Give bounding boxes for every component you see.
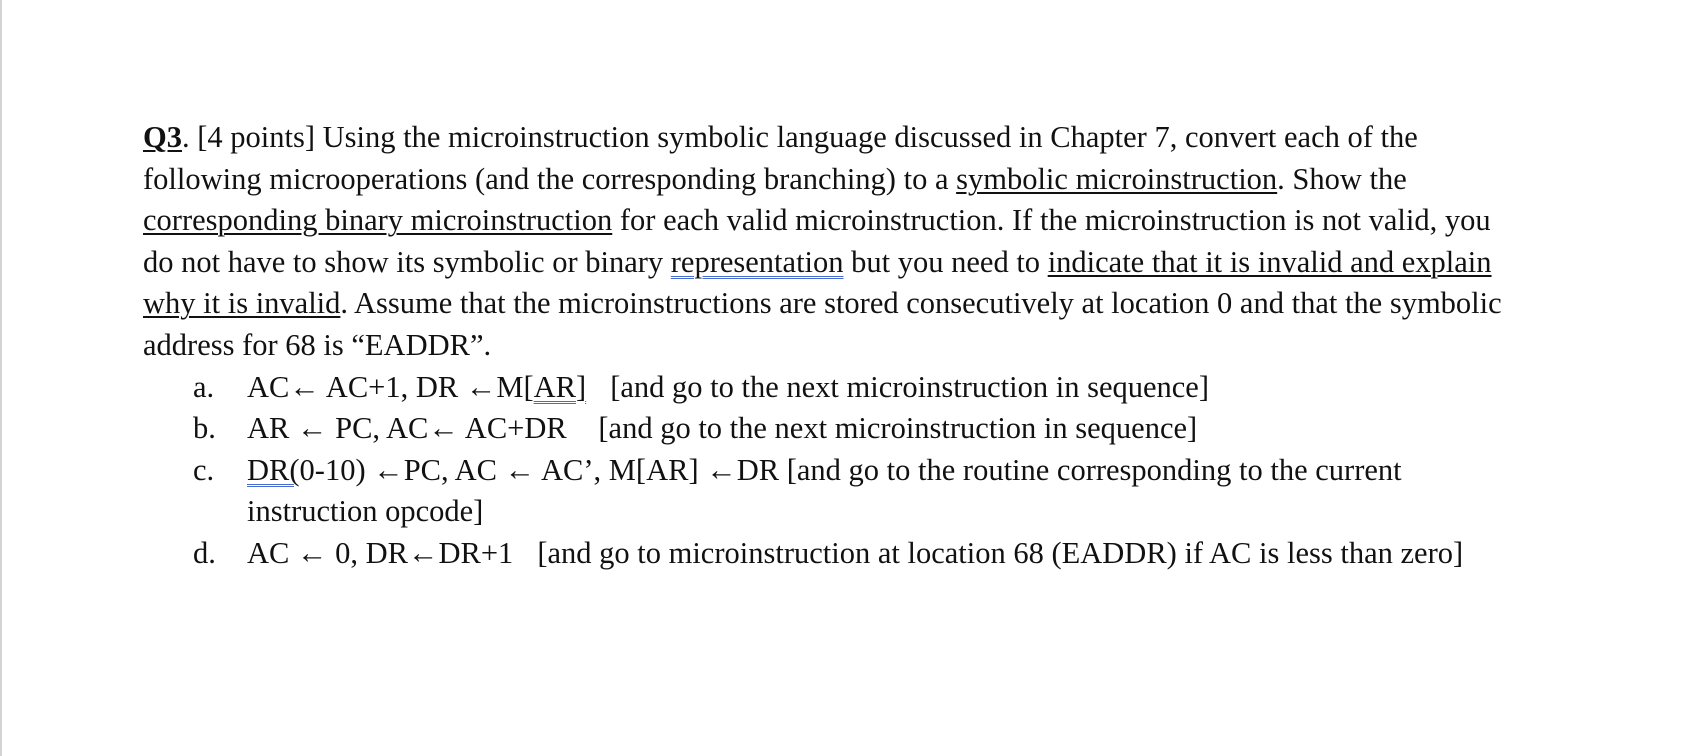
list-marker: b. <box>193 411 216 446</box>
spellcheck-representation: representation <box>670 244 844 279</box>
question-block <box>143 117 1563 575</box>
spellcheck-ar: AR] <box>533 369 587 404</box>
microoperation-list <box>143 367 1563 575</box>
item-text-end: [and go to the next microinstruction in sequence] <box>598 411 1198 446</box>
question-paragraph <box>143 117 1563 367</box>
question-line-5-end: . Assume that the microinstructions are stored consecutively at location 0 and that the symbolic <box>340 286 1502 321</box>
list-item <box>143 450 1563 533</box>
underlined-why-invalid: why it is invalid <box>143 286 341 321</box>
list-item <box>143 408 1563 450</box>
item-text: AR ← PC, AC← AC+DR <box>247 411 575 446</box>
question-line-3-end: for each valid microinstruction. If the microinstruction is not valid, you <box>612 203 1491 238</box>
item-text-end: [and go to the next microinstruction in sequence] <box>610 369 1210 404</box>
list-marker: d. <box>193 535 216 570</box>
underlined-symbolic: symbolic microinstruction <box>956 161 1278 196</box>
question-line-2: following microoperations (and the corresponding branching) to a <box>143 161 957 196</box>
item-text-end: 0-10) ←PC, AC ← AC’, M[AR] ←DR [and go to the routine corresponding to the current <box>299 452 1402 487</box>
list-marker: c. <box>193 452 215 487</box>
question-line-4-mid: but you need to <box>843 244 1048 279</box>
item-text-end: [and go to microinstruction at location 68 (EADDR) if AC is less than zero] <box>537 535 1464 570</box>
item-text-line-2: instruction opcode] <box>247 494 484 529</box>
question-line-4: do not have to show its symbolic or binary <box>143 244 671 279</box>
question-line-1: . [4 points] Using the microinstruction symbolic language discussed in Chapter 7, convert each of the <box>181 120 1418 154</box>
question-number: Q3 <box>143 120 182 154</box>
list-item <box>143 533 1563 575</box>
underlined-indicate-invalid: indicate that it is invalid and explain <box>1047 244 1492 279</box>
list-item <box>143 367 1563 409</box>
question-line-2-end: . Show the <box>1277 161 1407 196</box>
item-text: AC← AC+1, DR ←M[ <box>247 369 534 404</box>
underlined-binary: corresponding binary microinstruction <box>143 203 613 238</box>
list-marker: a. <box>193 369 215 404</box>
question-line-6: address for 68 is “EADDR”. <box>143 327 492 362</box>
spellcheck-dr: DR( <box>247 452 300 487</box>
item-text: AC ← 0, DR←DR+1 <box>247 535 514 570</box>
